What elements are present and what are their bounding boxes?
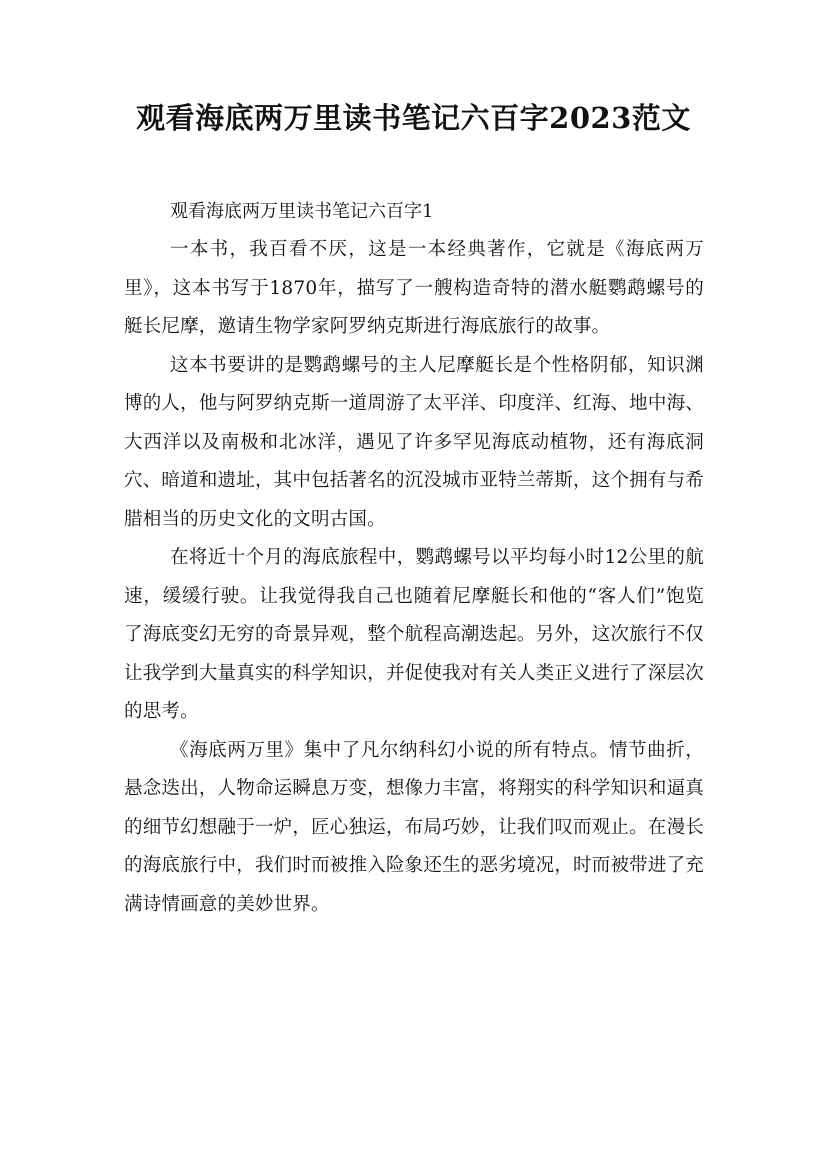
document-body: [124, 193, 704, 924]
section-heading: 观看海底两万里读书笔记六百字1: [170, 201, 434, 222]
document-title: 观看海底两万里读书笔记六百字2023范文: [136, 101, 691, 135]
paragraph-4: 《海底两万里》集中了凡尔纳科幻小说的所有特点。情节曲折，悬念迭出，人物命运瞬息万变，想像力丰富，将翔实的科学知识和逼真的细节幻想融于一炉，匠心独运，布局巧妙，让我们叹而观止。在漫长的海底旅行中，我们时而被推入险象还生的恶劣境况，时而被带进了充满诗情画意的美妙世界。: [124, 739, 704, 915]
paragraph-3: 在将近十个月的海底旅程中，鹦鹉螺号以平均每小时12公里的航速，缓缓行驶。让我觉得我自己也随着尼摩艇长和他的“客人们”饱览了海底变幻无穷的奇景异观，整个航程高潮迭起。另外，这次旅行不仅让我学到大量真实的科学知识，并促使我对有关人类正义进行了深层次的思考。: [124, 547, 704, 722]
paragraph-2: 这本书要讲的是鹦鹉螺号的主人尼摩艇长是个性格阴郁，知识渊博的人，他与阿罗纳克斯一道周游了太平洋、印度洋、红海、地中海、大西洋以及南极和北冰洋，遇见了许多罕见海底动植物，还有海底洞穴、暗道和遗址，其中包括著名的沉没城市亚特兰蒂斯，这个拥有与希腊相当的历史文化的文明古国。: [124, 354, 704, 530]
paragraph-1: 一本书，我百看不厌，这是一本经典著作，它就是《海底两万里》，这本书写于1870年，描写了一艘构造奇特的潜水艇鹦鹉螺号的艇长尼摩，邀请生物学家阿罗纳克斯进行海底旅行的故事。: [124, 239, 704, 337]
